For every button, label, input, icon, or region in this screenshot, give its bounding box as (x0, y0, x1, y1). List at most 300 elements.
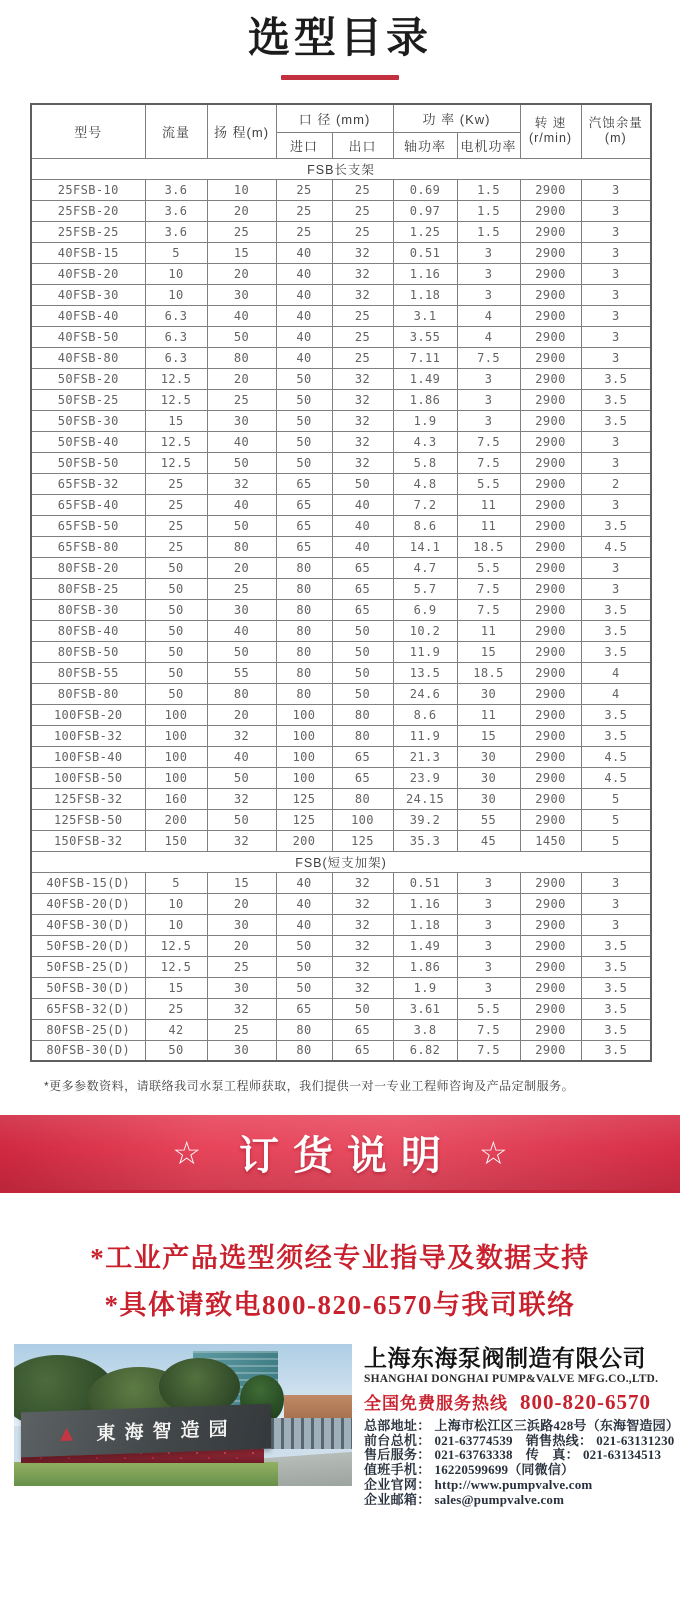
table-cell: 2900 (520, 725, 581, 746)
table-cell: 3.5 (581, 599, 651, 620)
table-cell: 32 (332, 914, 393, 935)
table-cell: 3.55 (393, 326, 457, 347)
table-cell: 3 (581, 578, 651, 599)
table-cell: 50 (332, 641, 393, 662)
table-cell: 40 (207, 431, 276, 452)
table-cell: 2900 (520, 242, 581, 263)
star-icon-right: ☆ (479, 1134, 508, 1171)
model-cell: 25FSB-20 (31, 200, 145, 221)
contact-line (364, 1478, 666, 1493)
table-cell: 65 (332, 599, 393, 620)
table-cell: 2900 (520, 368, 581, 389)
table-cell: 1.25 (393, 221, 457, 242)
table-cell: 100 (276, 725, 332, 746)
table-cell: 7.5 (457, 452, 520, 473)
table-cell: 100 (276, 767, 332, 788)
photo-sign-wall (21, 1404, 271, 1458)
table-cell: 3 (457, 242, 520, 263)
table-cell: 10 (145, 914, 207, 935)
table-cell: 25 (332, 347, 393, 368)
table-row (31, 725, 651, 746)
contact-label: 售后服务： (364, 1447, 431, 1463)
table-cell: 50 (207, 767, 276, 788)
table-cell: 5 (145, 242, 207, 263)
table-row (31, 914, 651, 935)
table-cell: 1.18 (393, 284, 457, 305)
table-cell: 65 (332, 1040, 393, 1061)
company-photo (14, 1344, 352, 1486)
table-cell: 3.5 (581, 935, 651, 956)
table-cell: 14.1 (393, 536, 457, 557)
table-cell: 5.7 (393, 578, 457, 599)
table-cell: 7.2 (393, 494, 457, 515)
table-cell: 32 (332, 872, 393, 893)
table-cell: 40 (276, 305, 332, 326)
table-cell: 3.5 (581, 956, 651, 977)
company-name-en: SHANGHAI DONGHAI PUMP&VALVE MFG.CO.,LTD. (364, 1373, 659, 1385)
table-cell: 2900 (520, 1019, 581, 1040)
company-name-cn: 上海东海泵阀制造有限公司 (364, 1345, 646, 1371)
table-cell: 50 (207, 809, 276, 830)
table-section-label: FSB(短支加架) (31, 851, 651, 872)
table-row (31, 893, 651, 914)
table-cell: 10 (145, 284, 207, 305)
table-cell: 0.97 (393, 200, 457, 221)
table-cell: 15 (457, 725, 520, 746)
table-cell: 40 (207, 305, 276, 326)
table-cell: 40 (276, 914, 332, 935)
table-cell: 3.5 (581, 704, 651, 725)
header-speed-line2: (r/min) (528, 131, 573, 146)
table-cell: 32 (207, 830, 276, 851)
table-cell: 50 (145, 599, 207, 620)
table-cell: 0.51 (393, 242, 457, 263)
table-cell: 24.15 (393, 788, 457, 809)
table-cell: 65 (332, 746, 393, 767)
table-cell: 50 (332, 620, 393, 641)
contact-line (364, 1463, 666, 1478)
contact-label: 总部地址： (364, 1418, 431, 1433)
table-cell: 25 (145, 536, 207, 557)
table-cell: 1.16 (393, 893, 457, 914)
table-cell: 2900 (520, 536, 581, 557)
table-cell: 25 (207, 389, 276, 410)
model-cell: 65FSB-40 (31, 494, 145, 515)
table-cell: 50 (332, 998, 393, 1019)
table-cell: 4 (457, 326, 520, 347)
table-cell: 10 (145, 893, 207, 914)
contact-list (364, 1418, 680, 1507)
table-cell: 2900 (520, 221, 581, 242)
model-cell: 80FSB-80 (31, 683, 145, 704)
table-cell: 11 (457, 515, 520, 536)
table-cell: 100 (276, 746, 332, 767)
table-cell: 10 (145, 263, 207, 284)
table-cell: 25 (145, 998, 207, 1019)
photo-sign-caption: 東海智造园 (96, 1418, 237, 1445)
table-cell: 2900 (520, 767, 581, 788)
table-row (31, 305, 651, 326)
table-cell: 2900 (520, 977, 581, 998)
table-row (31, 452, 651, 473)
table-cell: 32 (332, 431, 393, 452)
table-cell: 65 (332, 557, 393, 578)
table-cell: 2900 (520, 662, 581, 683)
model-cell: 50FSB-20(D) (31, 935, 145, 956)
table-section-label: FSB长支架 (31, 158, 651, 179)
header-npsh-line2: (m) (604, 131, 627, 146)
table-row (31, 326, 651, 347)
table-cell: 4.5 (581, 536, 651, 557)
table-cell: 7.5 (457, 347, 520, 368)
model-cell: 65FSB-32(D) (31, 998, 145, 1019)
photo-fence (271, 1418, 352, 1449)
table-cell: 65 (276, 515, 332, 536)
table-cell: 5.5 (457, 473, 520, 494)
table-cell: 50 (332, 683, 393, 704)
table-cell: 2900 (520, 809, 581, 830)
table-cell: 40 (276, 326, 332, 347)
table-cell: 30 (207, 410, 276, 431)
table-cell: 80 (332, 704, 393, 725)
table-row (31, 935, 651, 956)
table-cell: 40 (276, 347, 332, 368)
table-row (31, 956, 651, 977)
table-cell: 55 (207, 662, 276, 683)
hotline-number: 800-820-6570 (520, 1390, 651, 1414)
contact-label: 销售热线： (525, 1432, 593, 1448)
table-cell: 5 (581, 788, 651, 809)
table-cell: 0.51 (393, 872, 457, 893)
table-cell: 50 (145, 557, 207, 578)
table-cell: 7.11 (393, 347, 457, 368)
table-cell: 4.5 (581, 746, 651, 767)
table-cell: 3 (457, 956, 520, 977)
table-cell: 80 (276, 599, 332, 620)
title-underline-bar (281, 75, 399, 80)
table-row (31, 263, 651, 284)
model-cell: 65FSB-50 (31, 515, 145, 536)
table-cell: 2900 (520, 557, 581, 578)
table-cell: 125 (276, 809, 332, 830)
model-cell: 50FSB-30 (31, 410, 145, 431)
table-row (31, 431, 651, 452)
table-cell: 12.5 (145, 935, 207, 956)
order-instructions-banner (0, 1115, 680, 1193)
table-row (31, 641, 651, 662)
table-cell: 2900 (520, 389, 581, 410)
table-cell: 3 (581, 200, 651, 221)
table-cell: 3 (457, 914, 520, 935)
contact-value: 021-63774539 (434, 1432, 513, 1448)
table-row (31, 515, 651, 536)
table-cell: 3.5 (581, 998, 651, 1019)
table-cell: 3.5 (581, 620, 651, 641)
table-cell: 32 (332, 284, 393, 305)
contact-label: 前台总机： (364, 1432, 431, 1448)
table-cell: 32 (207, 725, 276, 746)
table-cell: 50 (276, 389, 332, 410)
table-cell: 11 (457, 704, 520, 725)
table-cell: 50 (207, 515, 276, 536)
table-cell: 30 (207, 599, 276, 620)
contact-value: 021-63763338 (434, 1447, 513, 1463)
table-cell: 3.5 (581, 1019, 651, 1040)
table-cell: 40 (332, 536, 393, 557)
table-cell: 18.5 (457, 662, 520, 683)
model-cell: 50FSB-25 (31, 389, 145, 410)
table-cell: 65 (332, 1019, 393, 1040)
table-cell: 39.2 (393, 809, 457, 830)
contact-line (364, 1432, 675, 1449)
table-cell: 3 (581, 557, 651, 578)
table-row (31, 200, 651, 221)
table-cell: 40 (276, 284, 332, 305)
table-row (31, 536, 651, 557)
model-cell: 125FSB-32 (31, 788, 145, 809)
table-cell: 1.86 (393, 389, 457, 410)
contact-label: 传 真： (525, 1447, 579, 1463)
table-cell: 2900 (520, 578, 581, 599)
table-cell: 40 (276, 263, 332, 284)
table-cell: 1.5 (457, 179, 520, 200)
table-cell: 2900 (520, 620, 581, 641)
table-cell: 50 (332, 662, 393, 683)
table-cell: 50 (145, 641, 207, 662)
table-cell: 25 (207, 1019, 276, 1040)
table-row (31, 830, 651, 851)
table-cell: 4.8 (393, 473, 457, 494)
table-cell: 50 (276, 977, 332, 998)
table-row (31, 704, 651, 725)
table-cell: 55 (457, 809, 520, 830)
table-footnote: *更多参数资料，请联络我司水泵工程师获取，我们提供一对一专业工程师咨询及产品定制服务。 (44, 1079, 575, 1093)
table-cell: 50 (276, 956, 332, 977)
table-cell: 2 (581, 473, 651, 494)
table-row (31, 767, 651, 788)
table-cell: 32 (332, 452, 393, 473)
contact-line (364, 1448, 666, 1463)
table-cell: 3.5 (581, 1040, 651, 1061)
table-cell: 30 (207, 914, 276, 935)
table-cell: 50 (145, 578, 207, 599)
table-cell: 20 (207, 263, 276, 284)
table-cell: 3.1 (393, 305, 457, 326)
table-cell: 25 (145, 494, 207, 515)
table-row (31, 746, 651, 767)
table-cell: 50 (276, 368, 332, 389)
model-cell: 40FSB-30 (31, 284, 145, 305)
table-cell: 40 (276, 242, 332, 263)
table-cell: 65 (276, 536, 332, 557)
contact-label: 企业邮箱： (364, 1491, 431, 1507)
table-cell: 20 (207, 935, 276, 956)
table-cell: 3 (581, 242, 651, 263)
table-cell: 3 (581, 347, 651, 368)
table-cell: 200 (276, 830, 332, 851)
table-cell: 3.6 (145, 179, 207, 200)
table-cell: 20 (207, 368, 276, 389)
table-cell: 2900 (520, 494, 581, 515)
model-cell: 150FSB-32 (31, 830, 145, 851)
table-cell: 80 (207, 347, 276, 368)
table-cell: 7.5 (457, 578, 520, 599)
table-cell: 3 (457, 872, 520, 893)
table-cell: 42 (145, 1019, 207, 1040)
table-cell: 3 (457, 284, 520, 305)
model-cell: 25FSB-25 (31, 221, 145, 242)
table-cell: 5.5 (457, 998, 520, 1019)
table-cell: 4 (581, 683, 651, 704)
table-cell: 3.5 (581, 389, 651, 410)
table-cell: 3.5 (581, 515, 651, 536)
table-cell: 3 (457, 935, 520, 956)
table-cell: 7.5 (457, 431, 520, 452)
table-cell: 100 (145, 746, 207, 767)
table-cell: 100 (145, 767, 207, 788)
table-cell: 32 (332, 263, 393, 284)
table-cell: 10 (207, 179, 276, 200)
table-cell: 1.9 (393, 977, 457, 998)
table-cell: 4.5 (581, 767, 651, 788)
table-cell: 5.8 (393, 452, 457, 473)
page-title: 选型目录 (247, 14, 432, 61)
banner-title: 订货说明 (239, 1134, 455, 1178)
header-power: 功 率 (Kw) (393, 104, 520, 132)
table-cell: 25 (276, 179, 332, 200)
model-cell: 50FSB-50 (31, 452, 145, 473)
table-cell: 30 (207, 977, 276, 998)
pump-table-container (30, 103, 650, 1062)
table-row (31, 557, 651, 578)
table-cell: 80 (207, 683, 276, 704)
table-cell: 2900 (520, 1040, 581, 1061)
table-cell: 4.7 (393, 557, 457, 578)
table-cell: 6.3 (145, 305, 207, 326)
table-section-row (31, 851, 651, 872)
table-cell: 25 (145, 473, 207, 494)
table-cell: 2900 (520, 347, 581, 368)
table-cell: 2900 (520, 641, 581, 662)
table-cell: 35.3 (393, 830, 457, 851)
table-cell: 2900 (520, 179, 581, 200)
table-cell: 5 (581, 809, 651, 830)
table-row (31, 410, 651, 431)
table-cell: 15 (207, 242, 276, 263)
header-npsh-line1: 汽蚀余量 (588, 116, 643, 131)
table-cell: 2900 (520, 998, 581, 1019)
table-cell: 65 (276, 998, 332, 1019)
header-inlet: 进口 (276, 132, 332, 158)
table-cell: 2900 (520, 746, 581, 767)
table-cell: 1.5 (457, 221, 520, 242)
header-head: 扬 程(m) (207, 104, 276, 158)
table-cell: 1450 (520, 830, 581, 851)
table-cell: 80 (276, 1040, 332, 1061)
table-cell: 7.5 (457, 1019, 520, 1040)
table-cell: 50 (145, 683, 207, 704)
table-cell: 32 (207, 473, 276, 494)
table-cell: 24.6 (393, 683, 457, 704)
table-cell: 40 (332, 515, 393, 536)
table-row (31, 998, 651, 1019)
table-cell: 30 (457, 683, 520, 704)
table-cell: 6.82 (393, 1040, 457, 1061)
table-cell: 20 (207, 557, 276, 578)
table-cell: 6.3 (145, 326, 207, 347)
table-cell: 80 (332, 788, 393, 809)
model-cell: 50FSB-40 (31, 431, 145, 452)
table-cell: 50 (276, 431, 332, 452)
table-cell: 3.5 (581, 368, 651, 389)
table-cell: 32 (332, 956, 393, 977)
table-cell: 4.3 (393, 431, 457, 452)
table-cell: 50 (276, 935, 332, 956)
table-cell: 2900 (520, 956, 581, 977)
model-cell: 25FSB-10 (31, 179, 145, 200)
table-cell: 20 (207, 893, 276, 914)
table-cell: 100 (145, 725, 207, 746)
model-cell: 80FSB-25 (31, 578, 145, 599)
table-cell: 200 (145, 809, 207, 830)
model-cell: 40FSB-20(D) (31, 893, 145, 914)
table-cell: 2900 (520, 431, 581, 452)
table-row (31, 1019, 651, 1040)
header-outlet: 出口 (332, 132, 393, 158)
table-cell: 80 (276, 641, 332, 662)
table-cell: 25 (332, 200, 393, 221)
table-cell: 80 (276, 620, 332, 641)
contact-value: http://www.pumpvalve.com (434, 1476, 593, 1492)
contact-label: 值班手机： (364, 1462, 431, 1478)
model-cell: 40FSB-40 (31, 305, 145, 326)
table-cell: 2900 (520, 683, 581, 704)
model-cell: 100FSB-40 (31, 746, 145, 767)
table-cell: 3.61 (393, 998, 457, 1019)
table-cell: 3 (457, 977, 520, 998)
table-cell: 12.5 (145, 389, 207, 410)
table-row (31, 1040, 651, 1061)
table-cell: 40 (207, 746, 276, 767)
table-cell: 12.5 (145, 956, 207, 977)
table-cell: 65 (276, 494, 332, 515)
header-shaft-power: 轴功率 (393, 132, 457, 158)
pump-spec-table (30, 103, 652, 1062)
table-cell: 5 (145, 872, 207, 893)
table-row (31, 242, 651, 263)
table-cell: 2900 (520, 200, 581, 221)
company-info (364, 1344, 680, 1507)
table-row (31, 179, 651, 200)
table-cell: 40 (276, 872, 332, 893)
header-speed-line1: 转 速 (534, 116, 567, 131)
table-row (31, 389, 651, 410)
table-cell: 4 (581, 662, 651, 683)
contact-value: 021-63134513 (582, 1447, 662, 1463)
table-row (31, 578, 651, 599)
table-row (31, 809, 651, 830)
table-cell: 32 (332, 935, 393, 956)
table-cell: 23.9 (393, 767, 457, 788)
table-cell: 3 (581, 494, 651, 515)
company-logo-icon: ▲ (55, 1420, 78, 1446)
contact-value: 16220599699（同微信） (434, 1462, 575, 1478)
contact-value: 上海市松江区三浜路428号（东海智造园） (434, 1418, 680, 1433)
table-row (31, 620, 651, 641)
model-cell: 40FSB-15(D) (31, 872, 145, 893)
model-cell: 100FSB-20 (31, 704, 145, 725)
table-cell: 3 (581, 263, 651, 284)
